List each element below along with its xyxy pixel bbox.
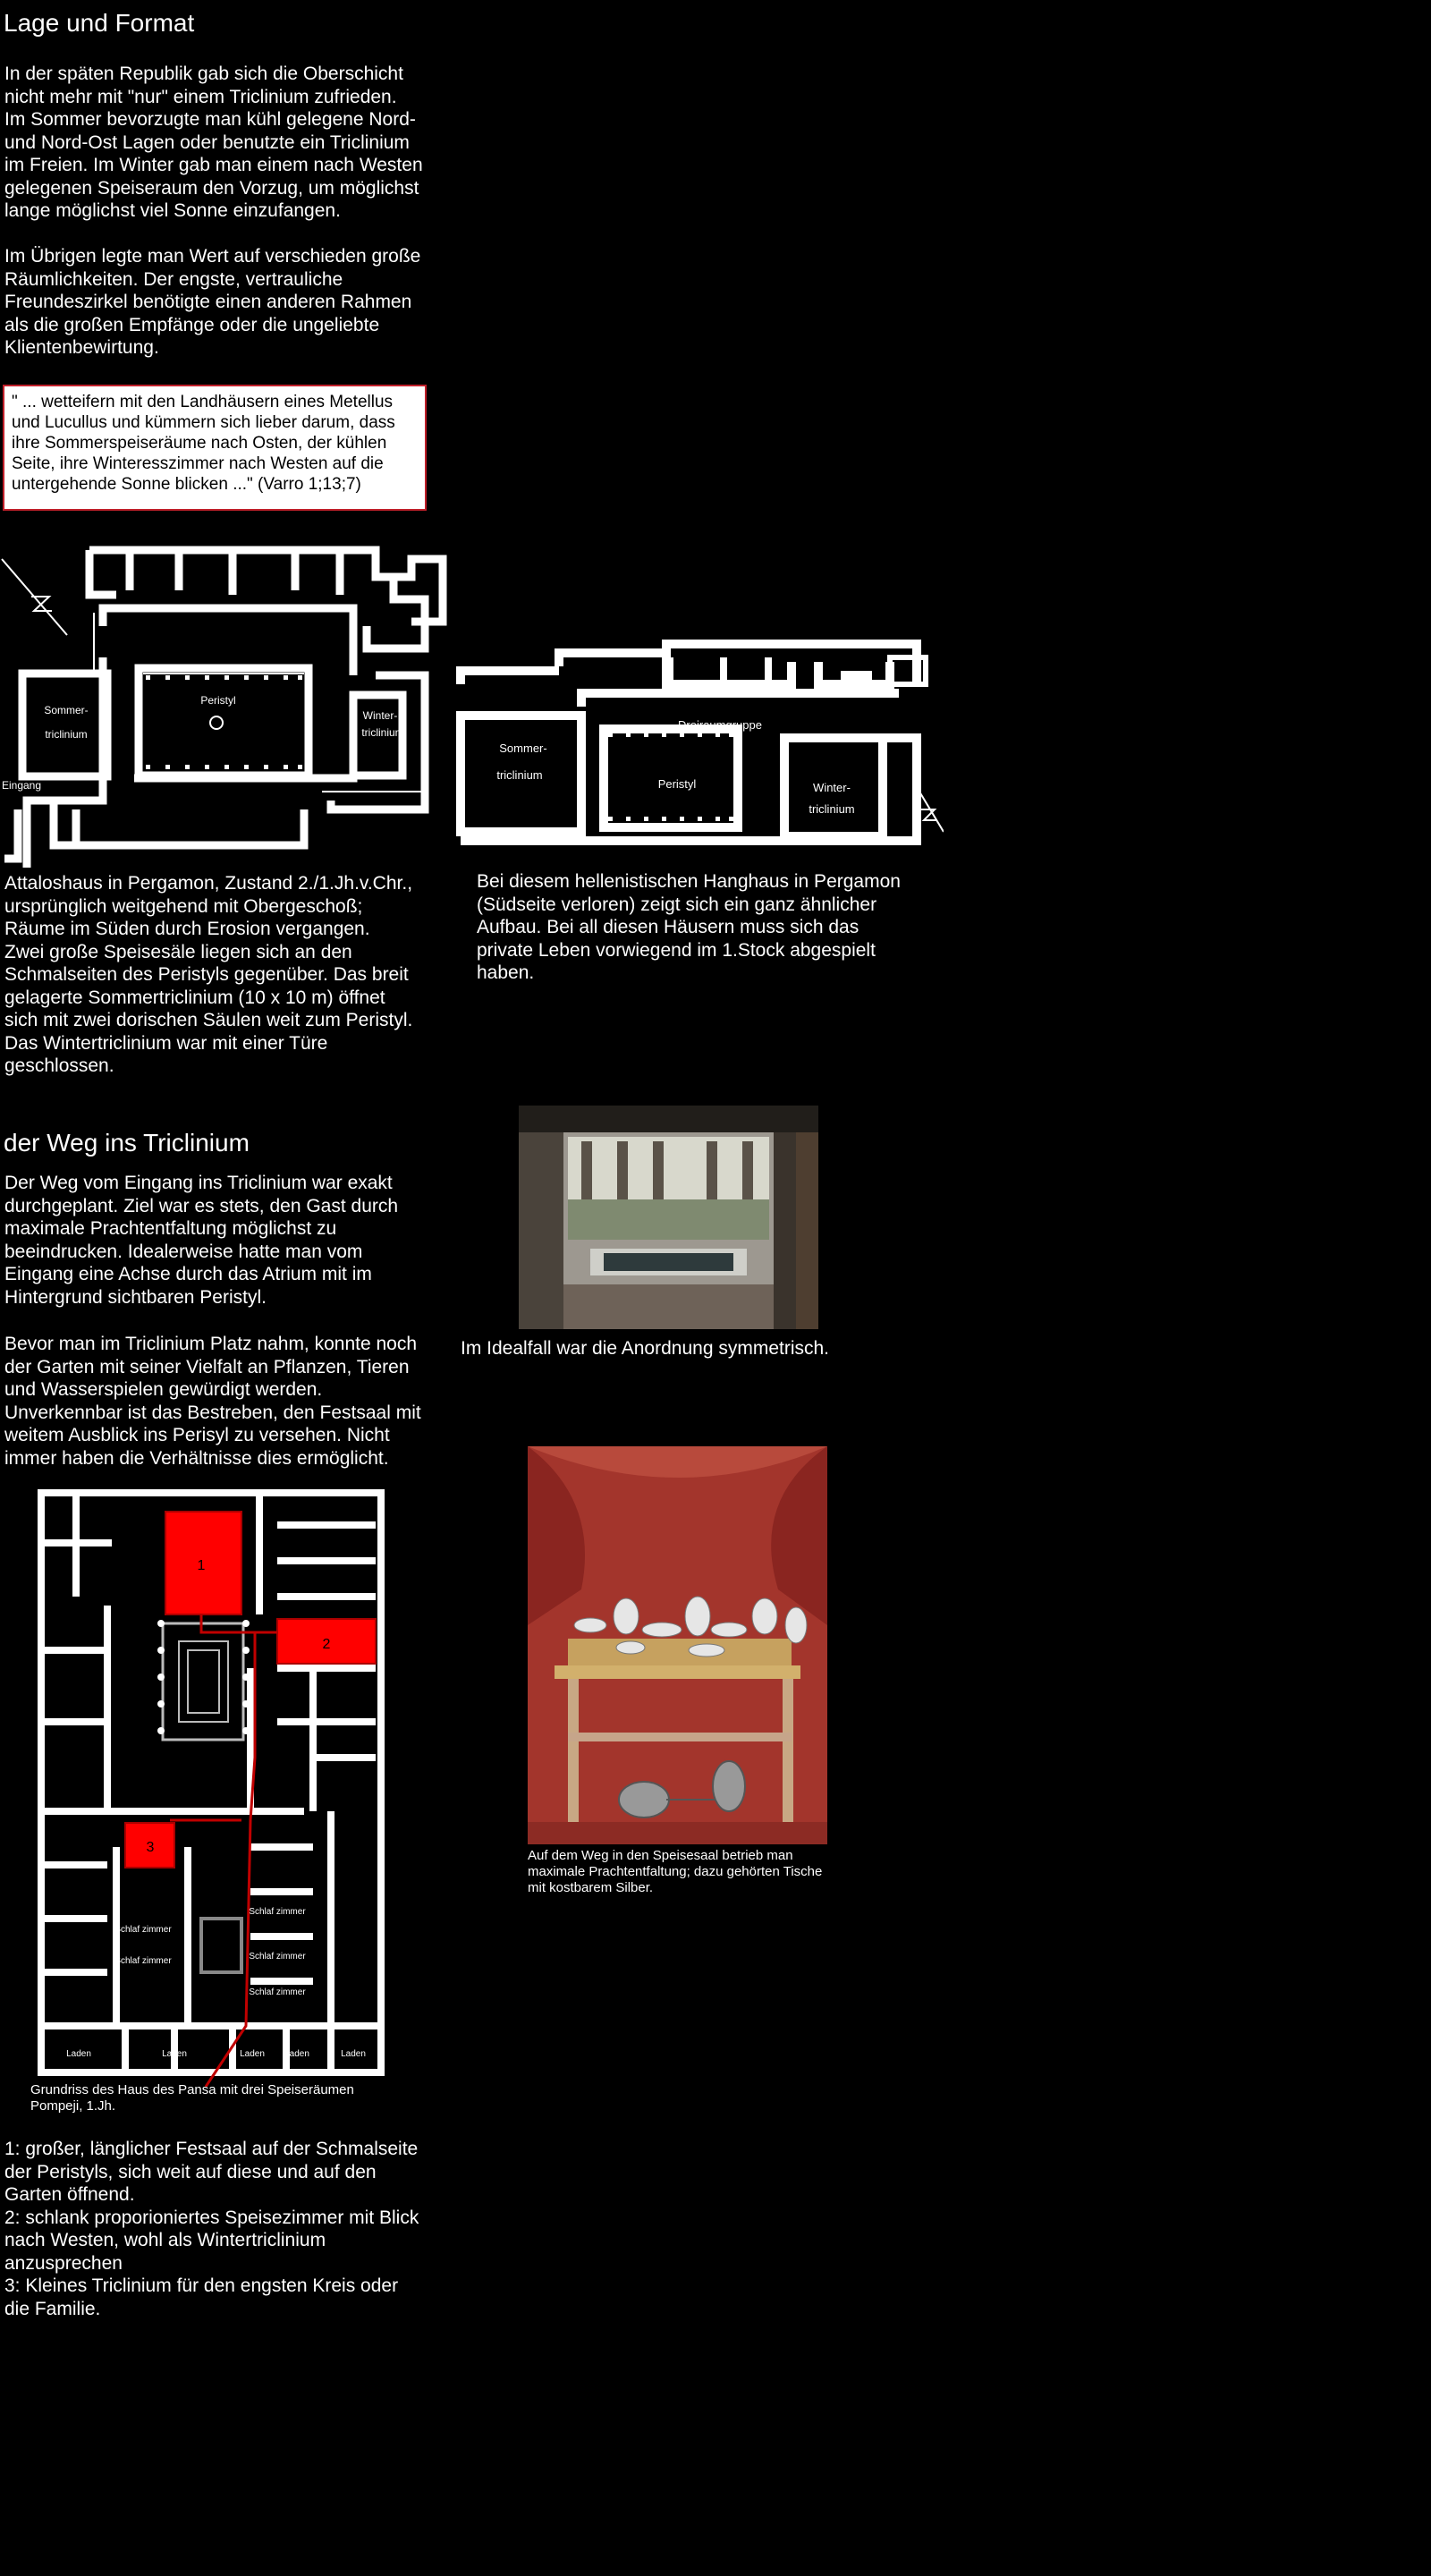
label-triclinium-w-2: triclinium xyxy=(809,802,855,816)
label-triclinium-s: triclinium xyxy=(45,728,88,741)
label-sommer-2: Sommer- xyxy=(499,741,547,755)
label-schlafzimmer-2: Schlaf zimmer xyxy=(114,1956,172,1966)
attaloshaus-caption: Attaloshaus in Pergamon, Zustand 2./1.Jh.v.Chr., ursprünglich weitgehend mit Obergeschoß; Räume im Süden durch Erosion vergangen. Zwei große Speisesäle liegen sich an den Schmalseiten des Peristyls gegenüber. Das breit gelagerte Sommertriclinium (10 x 10 m) öffnet sich mit zwei dorischen Säulen weit zum Peristyl. Das Wintertriclinium war mit einer Türe geschlossen. xyxy=(4,873,413,1076)
section-title-weg: der Weg ins Triclinium xyxy=(4,1129,250,1157)
label-laden-3: Laden xyxy=(240,2049,265,2059)
label-laden-4: Laden xyxy=(284,2049,309,2059)
label-peristyl-2: Peristyl xyxy=(657,777,697,791)
label-laden-5: Laden xyxy=(341,2049,366,2059)
label-schlafzimmer-4: Schlaf zimmer xyxy=(249,1952,306,1962)
label-schlafzimmer-1: Schlaf zimmer xyxy=(114,1925,172,1935)
label-triclinium-s-2: triclinium xyxy=(496,768,543,782)
label-winter: Winter- xyxy=(362,709,398,722)
hanghaus-floorplan xyxy=(452,640,944,854)
fresco-caption: Auf dem Weg in den Speisesaal betrieb man maximale Prachtentfaltung; dazu gehörten Tische mit kostbarem Silber. xyxy=(528,1848,823,1895)
label-eingang: Eingang xyxy=(1,779,42,792)
label-winter-2: Winter- xyxy=(813,781,851,794)
label-schlafzimmer-3: Schlaf zimmer xyxy=(249,1907,306,1917)
label-triclinium-w: triclinium xyxy=(361,726,404,739)
label-peristyl: Peristyl xyxy=(200,694,236,707)
section-title-lage: Lage und Format xyxy=(4,9,195,37)
north-arrow-icon xyxy=(2,559,67,635)
room-number-2: 2 xyxy=(322,1637,331,1652)
attaloshaus-floorplan xyxy=(0,541,452,872)
label-sommer: Sommer- xyxy=(44,704,89,716)
paragraph-lage-1: In der späten Republik gab sich die Oberschicht nicht mehr mit "nur" einem Triclinium zufrieden. Im Sommer bevorzugte man kühl gelegene Nord- und Nord-Ost Lagen oder benutzte ein Triclinium im Freien. Im Winter gab man einem nach Westen gelegenen Speiseraum den Vorzug, um möglichst lange möglichst viel Sonne einzufangen. xyxy=(4,64,423,221)
atrium-axis-photo xyxy=(519,1106,818,1329)
paragraph-weg-1: Der Weg vom Eingang ins Triclinium war exakt durchgeplant. Ziel war es stets, den Gast durch maximale Prachtentfaltung möglichst zu beeindrucken. Idealerweise hatte man vom Eingang eine Achse durch das Atrium mit im Hintergrund sichtbaren Peristyl. xyxy=(4,1173,399,1308)
varro-quote-box: " ... wetteifern mit den Landhäusern eines Metellus und Lucullus und kümmern sich lieber darum, dass ihre Sommerspeiseräume nach Osten, der kühlen Seite, ihre Winteresszimmer nach Westen auf die untergehende Sonne blicken ..." (Varro 1;13;7) xyxy=(3,385,427,511)
pansa-caption: Grundriss des Haus des Pansa mit drei Speiseräumen Pompeji, 1.Jh. xyxy=(30,2082,354,2114)
haus-des-pansa-floorplan xyxy=(36,1489,394,2087)
hanghaus-caption: Bei diesem hellenistischen Hanghaus in Pergamon (Südseite verloren) zeigt sich ein ganz ähnlicher Aufbau. Bei all diesen Häusern muss sich das private Leben vorwiegend im 1.Stock abgespielt haben. xyxy=(477,871,901,983)
symmetrie-caption: Im Idealfall war die Anordnung symmetrisch. xyxy=(461,1338,830,1359)
label-dreiraumgruppe: Dreiraumgruppe xyxy=(678,718,762,732)
label-schlafzimmer-5: Schlaf zimmer xyxy=(249,1987,306,1997)
silver-table-fresco xyxy=(528,1446,827,1844)
paragraph-lage-2: Im Übrigen legte man Wert auf verschieden große Räumlichkeiten. Der engste, vertrauliche Freundeszirkel benötigte einen anderen Rahmen als die großen Empfänge oder die ungeliebte Klientenbewirtung. xyxy=(4,246,421,358)
peristyl-columns xyxy=(146,675,302,769)
room-number-3: 3 xyxy=(146,1840,155,1855)
label-laden-2: Laden xyxy=(162,2049,187,2059)
pansa-room-legend: 1: großer, länglicher Festsaal auf der Schmalseite der Peristyls, sich weit auf diese und auf den Garten öffnend. 2: schlank proporioniertes Speisezimmer mit Blick nach Westen, wohl als Wintertriclinium anzusprechen 3: Kleines Triclinium für den engsten Kreis oder die Familie. xyxy=(4,2139,419,2319)
paragraph-weg-2: Bevor man im Triclinium Platz nahm, konnte noch der Garten mit seiner Vielfalt an Pflanzen, Tieren und Wasserspielen gewürdigt werden. Unverkennbar ist das Bestreben, den Festsaal mit weitem Ausblick ins Perisyl zu versehen. Nicht immer haben die Verhältnisse dies ermöglicht. xyxy=(4,1334,421,1469)
label-laden-1: Laden xyxy=(66,2049,91,2059)
room-number-1: 1 xyxy=(197,1558,206,1573)
